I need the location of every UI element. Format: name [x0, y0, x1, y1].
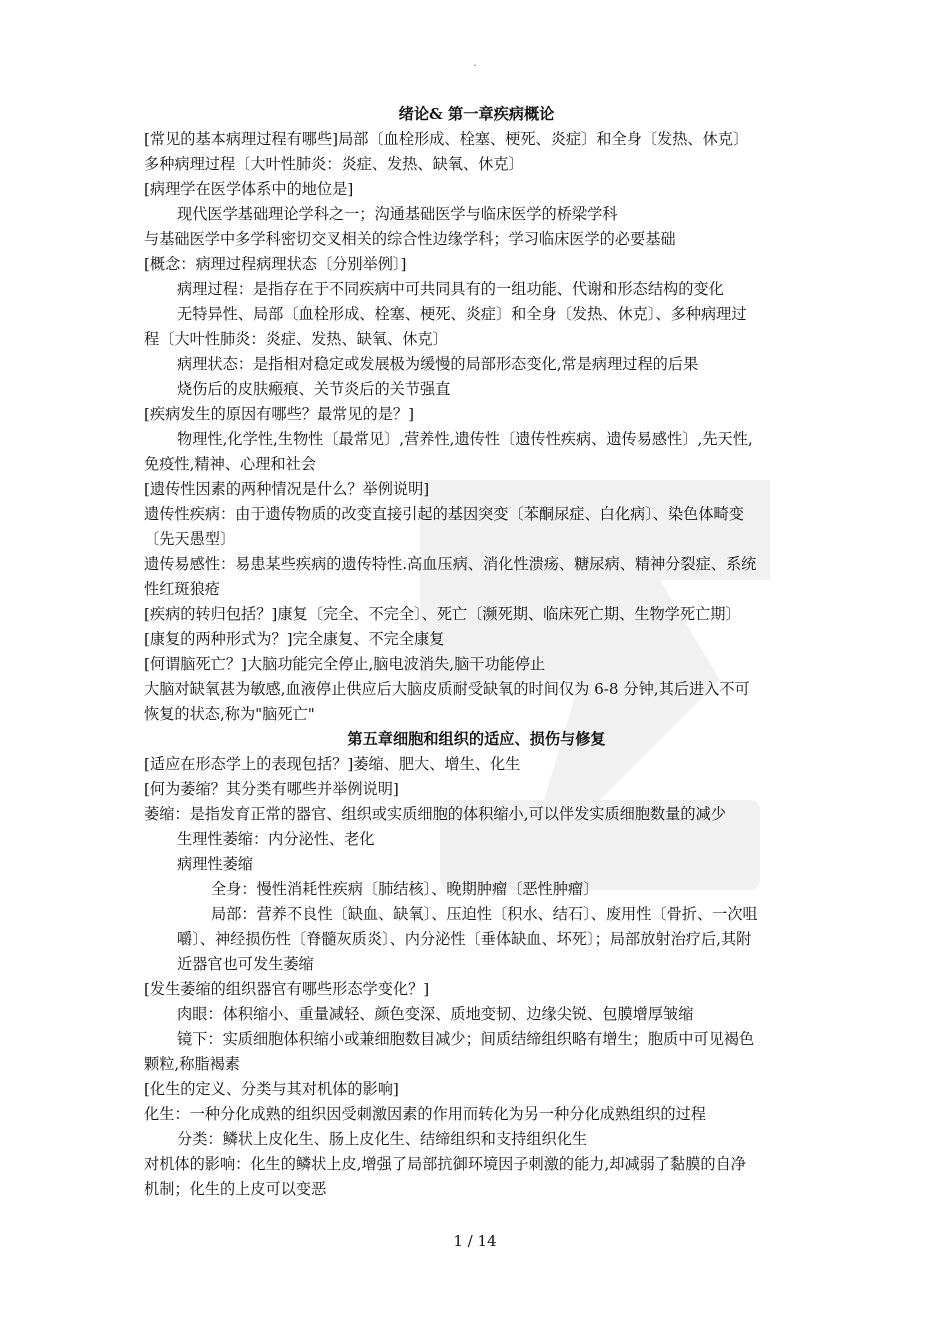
text-line: 多种病理过程〔大叶性肺炎：炎症、发热、缺氧、休克〕: [144, 155, 524, 173]
document-body: [144, 102, 809, 1202]
text-line: [病理学在医学体系中的地位是]: [144, 180, 354, 198]
text-line: 病理状态：是指相对稳定或发展极为缓慢的局部形态变化,常是病理过程的后果: [177, 355, 699, 373]
text-line: 萎缩：是指发育正常的器官、组织或实质细胞的体积缩小,可以伴发实质细胞数量的减少: [144, 805, 726, 823]
text-line: 现代医学基础理论学科之一；沟通基础医学与临床医学的桥梁学科: [177, 205, 618, 223]
text-line: 病理过程：是指存在于不同疾病中可共同具有的一组功能、代谢和形态结构的变化: [177, 280, 724, 298]
top-mark: .: [473, 58, 477, 69]
text-line: 恢复的状态,称为"脑死亡": [144, 705, 315, 723]
text-line: 生理性萎缩：内分泌性、老化: [177, 830, 375, 848]
text-line: [适应在形态学上的表现包括？]萎缩、肥大、增生、化生: [144, 755, 521, 773]
text-line: 颗粒,称脂褐素: [144, 1055, 240, 1073]
text-line: 近器官也可发生萎缩: [177, 955, 314, 973]
text-line: 〔先天愚型〕: [144, 530, 236, 548]
text-line: 遗传易感性：易患某些疾病的遗传特性.高血压病、消化性溃疡、糖尿病、精神分裂症、系统: [144, 555, 757, 573]
text-line: 程〔大叶性肺炎：炎症、发热、缺氧、休克〕: [144, 330, 448, 348]
text-line: 无特异性、局部〔血栓形成、栓塞、梗死、炎症〕和全身〔发热、休克〕、多种病理过: [177, 305, 747, 323]
text-line: 物理性,化学性,生物性〔最常见〕,营养性,遗传性〔遗传性疾病、遗传易感性〕,先天性,: [177, 430, 753, 448]
section-heading: 第五章细胞和组织的适应、损伤与修复: [347, 730, 606, 748]
text-line: 烧伤后的皮肤瘢痕、关节炎后的关节强直: [177, 380, 451, 398]
text-line: [疾病的转归包括？]康复〔完全、不完全〕、死亡〔濒死期、临床死亡期、生物学死亡期〕: [144, 605, 741, 623]
text-line: 与基础医学中多学科密切交叉相关的综合性边缘学科；学习临床医学的必要基础: [144, 230, 676, 248]
text-line: 对机体的影响：化生的鳞状上皮,增强了局部抗御环境因子刺激的能力,却减弱了黏膜的自净: [144, 1155, 746, 1173]
text-line: 病理性萎缩: [177, 855, 253, 873]
text-line: 镜下：实质细胞体积缩小或兼细胞数目减少；间质结缔组织略有增生；胞质中可见褐色: [177, 1030, 755, 1048]
text-line: 免疫性,精神、心理和社会: [144, 455, 316, 473]
text-line: 分类：鳞状上皮化生、肠上皮化生、结缔组织和支持组织化生: [177, 1130, 588, 1148]
page-number: 1 / 14: [453, 1232, 497, 1250]
text-line: [概念：病理过程病理状态〔分别举例〕]: [144, 255, 407, 273]
text-line: [遗传性因素的两种情况是什么？举例说明]: [144, 480, 430, 498]
text-line: 全身：慢性消耗性疾病〔肺结核〕、晚期肿瘤〔恶性肿瘤〕: [211, 880, 599, 898]
text-line: [康复的两种形式为？]完全康复、不完全康复: [144, 630, 445, 648]
text-line: 机制；化生的上皮可以变恶: [144, 1180, 327, 1198]
text-line: [化生的定义、分类与其对机体的影响]: [144, 1080, 399, 1098]
text-line: 性红斑狼疮: [144, 580, 220, 598]
text-line: [何为萎缩？其分类有哪些并举例说明]: [144, 780, 399, 798]
text-line: 局部：营养不良性〔缺血、缺氧〕、压迫性〔积水、结石〕、废用性〔骨折、一次咀: [211, 905, 758, 923]
text-line: 化生：一种分化成熟的组织因受刺激因素的作用而转化为另一种分化成熟组织的过程: [144, 1105, 706, 1123]
text-line: 遗传性疾病：由于遗传物质的改变直接引起的基因突变〔苯酮尿症、白化病〕、染色体畸变: [144, 505, 744, 523]
text-line: [常见的基本病理过程有哪些]局部〔血栓形成、栓塞、梗死、炎症〕和全身〔发热、休克〕: [144, 130, 749, 148]
text-line: [发生萎缩的组织器官有哪些形态学变化？]: [144, 980, 430, 998]
text-line: 大脑对缺氧甚为敏感,血液停止供应后大脑皮质耐受缺氧的时间仅为 6-8 分钟,其后进入不可: [144, 680, 750, 698]
text-line: [疾病发生的原因有哪些？最常见的是？]: [144, 405, 415, 423]
text-line: [何谓脑死亡？]大脑功能完全停止,脑电波消失,脑干功能停止: [144, 655, 546, 673]
text-line: 肉眼：体积缩小、重量减轻、颜色变深、质地变韧、边缘尖锐、包膜增厚皱缩: [177, 1005, 694, 1023]
text-line: 嚼〕、神经损伤性〔脊髓灰质炎〕、内分泌性〔垂体缺血、坏死〕；局部放射治疗后,其附: [177, 930, 752, 948]
section-heading: 绪论& 第一章疾病概论: [398, 105, 555, 123]
